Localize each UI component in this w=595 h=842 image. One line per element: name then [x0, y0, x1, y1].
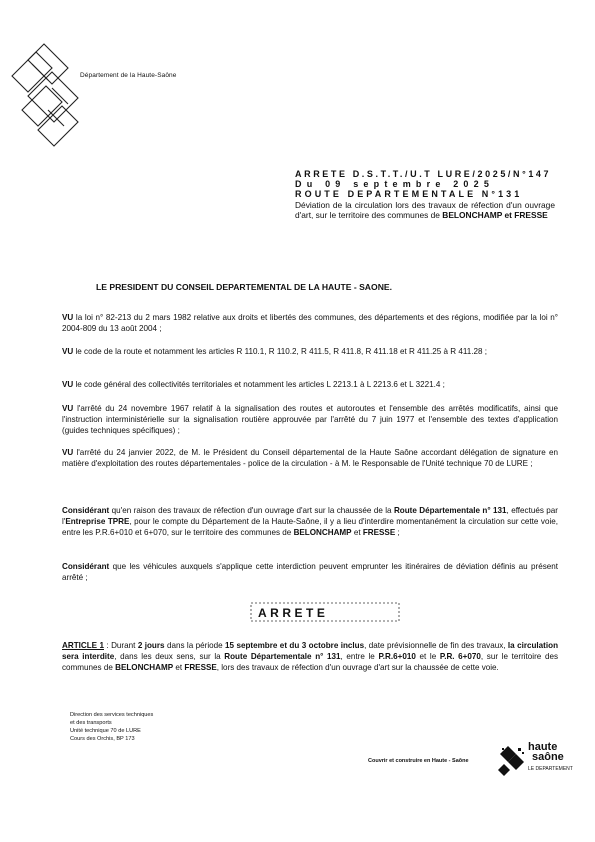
- footer-line: et des transports: [70, 720, 112, 726]
- department-name: Département de la Haute-Saône: [80, 72, 177, 79]
- decree-route: ROUTE DEPARTEMENTALE N°131: [295, 189, 523, 199]
- footer-line: Unité technique 70 de LURE: [70, 728, 141, 734]
- article-1: ARTICLE 1 : Durant 2 jours dans la période 15 septembre et du 3 octobre inclus, date prévisionnelle de fin des travaux, la circulation sera interdite, dans les deux sens, sur la Route Départementale n° 131, entre le P.R.6+010 et le P.R. 6+070, sur le territoire des communes de BELONCHAMP et FRESSE, lors des travaux de réfection d'un ouvrage d'art sur la chaussée de cette voie.: [62, 641, 559, 672]
- haute-saone-brand-logo-icon: [498, 742, 576, 780]
- vu-clause-2: VU le code de la route et notamment les articles R 110.1, R 110.2, R 411.5, R 411.8, R 411.18 et R 411.25 à R 411.28 ;: [62, 347, 488, 356]
- brand-name-line1: haute: [528, 741, 558, 753]
- decree-date: Du 09 septembre 2025: [295, 179, 495, 189]
- footer-line: Cours des Orchis, BP 173: [70, 736, 135, 742]
- footer-slogan: Couvrir et construire en Haute - Saône: [368, 758, 469, 764]
- vu-clause-3: VU le code général des collectivités territoriales et notamment les articles L 2213.1 à L 2213.6 et L 3221.4 ;: [62, 380, 445, 389]
- decree-object-communes: BELONCHAMP et FRESSE: [442, 210, 548, 220]
- brand-mark-icon: [498, 744, 528, 778]
- footer-address: [70, 711, 230, 743]
- considerant-clause-2: Considérant que les véhicules auxquels s'applique cette interdiction peuvent emprunter les itinéraires de déviation définis au présent arrêté ;: [62, 562, 558, 583]
- considerant-clause-1: Considérant qu'en raison des travaux de réfection d'un ouvrage d'art sur la chaussée de la Route Départementale n° 131, effectués par l'Entreprise TPRE, pour le compte du Département de la Haute-Saône, il y a lieu d'interdire momentanément la circulation sur cette voie, entre les P.R.6+010 et 6+070, sur le territoire des communes de BELONCHAMP et FRESSE ;: [62, 506, 559, 538]
- decree-header: [295, 169, 555, 220]
- vu-clause-4: VU l'arrêté du 24 novembre 1967 relatif à la signalisation des routes et autoroutes et l'ensemble des arrêtés modificatifs, ainsi que l'instruction interministérielle sur la signalisation routière approuvée par l'arrêté du 7 juin 1977 et l'ensemble des textes d'application (guides techniques spécifiques) ;: [62, 404, 559, 436]
- president-heading: LE PRESIDENT DU CONSEIL DEPARTEMENTAL DE LA HAUTE - SAONE.: [96, 282, 393, 292]
- brand-name-line3: LE DEPARTEMENT: [528, 766, 573, 772]
- vu-clause-5: VU l'arrêté du 24 janvier 2022, de M. le Président du Conseil départemental de la Haute Saône accordant délégation de signature en matière d'exploitation des routes départementales - police de la circulation - à M. le Responsable de l'Unité technique 70 de LURE ;: [62, 448, 559, 469]
- haute-saone-emblem-icon: [8, 40, 90, 150]
- brand-name-line2: saône: [532, 751, 564, 763]
- decree-object: Déviation de la circulation lors des travaux de réfection d'un ouvrage d'art, sur le territoire des communes de BELONCHAMP et FRESSE: [295, 200, 555, 220]
- vu-clause-1: VU la loi n° 82-213 du 2 mars 1982 relative aux droits et libertés des communes, des départements et des régions, modifiée par la loi n° 2004-809 du 13 août 2004 ;: [62, 313, 558, 334]
- decree-reference: ARRETE D.S.T.T./U.T LURE/2025/N°147: [295, 169, 552, 179]
- arrete-title: ARRETE: [258, 606, 329, 620]
- footer-line: Direction des services techniques: [70, 712, 154, 718]
